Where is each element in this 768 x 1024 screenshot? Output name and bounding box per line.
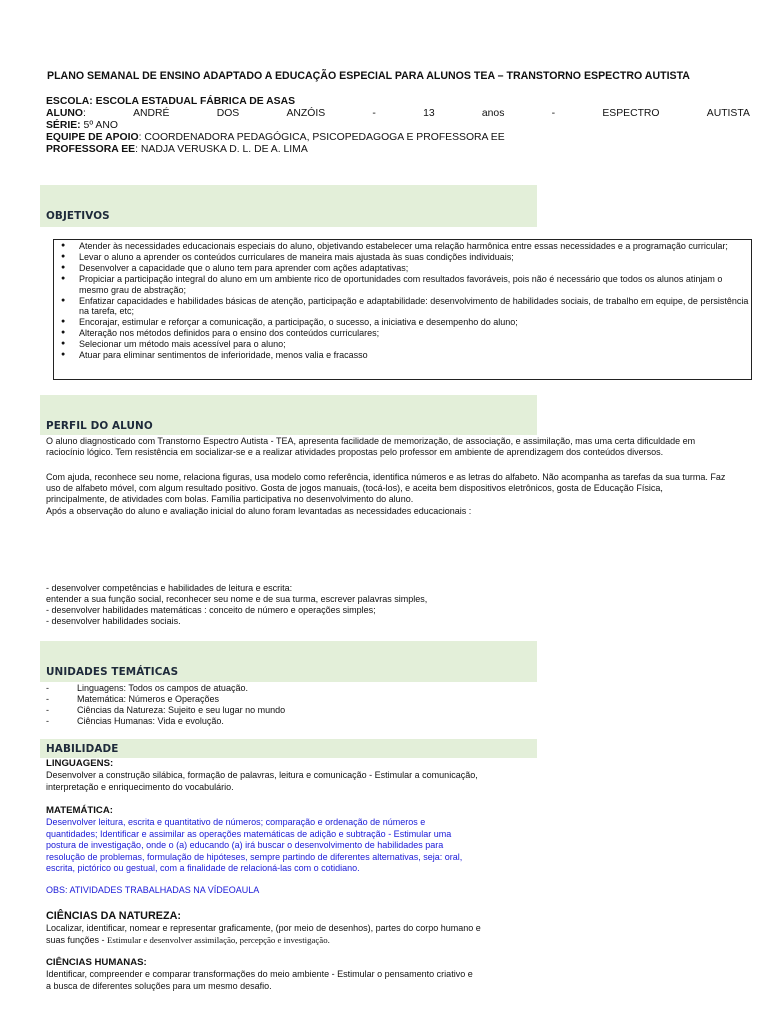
mathematics-line: Desenvolver leitura, escrita e quantitativo de números; comparação e ordenação de números e [46, 817, 426, 827]
thematic-unit-item: - Linguagens: Todos os campos de atuação. [46, 683, 285, 694]
mathematics-line: quantidades; Identificar e assimilar as operações matemáticas de adição e subtração - Estimular uma [46, 828, 452, 839]
student-condition-word: AUTISTA [706, 108, 750, 119]
need-item: entender a sua função social, reconhecer seu nome e de sua turma, escrever palavras simples, [46, 593, 428, 604]
profile-paragraph: O aluno diagnosticado com Transtorno Espectro Autista - TEA, apresenta facilidade de memorização, de associação, e assimilação, mas uma certa dificuldade em raciocínio lógico. Tem resistência em socializar-se e a realizar atividades propostas pelo professor em ambiente de aprendizagem dos conteúdos diversos. [46, 436, 696, 457]
profile-heading: PERFIL DO ALUNO [46, 420, 153, 432]
video-lesson-note: OBS: ATIVIDADES TRABALHADAS NA VÍDEOAULA [46, 885, 260, 895]
student-dash: - [372, 108, 376, 119]
objective-item: ● Propiciar a participação integral do aluno em um ambiente rico de oportunidades com resultados favoráveis, pois não é necessário que todos os alunos atinjam o mesmo grau de abstração; [60, 274, 751, 296]
objectives-section-band [40, 185, 537, 227]
support-team-value: : COORDENADORA PEDAGÓGICA, PSICOPEDAGOGA E PROFESSORA EE [138, 132, 505, 143]
need-item: - desenvolver competências e habilidades de leitura e escrita: [46, 583, 293, 593]
student-line [46, 108, 750, 120]
mathematics-line: escrita, pictórico ou gestual, com a finalidade de relacioná-las com o cotidiano. [46, 863, 360, 874]
school-line [46, 96, 750, 108]
educational-needs-list [46, 583, 726, 627]
natural-sciences-line: Localizar, identificar, nomear e representar graficamente, (por meio de desenhos), partes do corpo humano e [46, 923, 481, 933]
languages-line: interpretação e enriquecimento do vocabulário. [46, 781, 234, 792]
school-label: ESCOLA: [46, 96, 93, 107]
thematic-unit-item: - Ciências Humanas: Vida e evolução. [46, 716, 285, 727]
support-team-line [46, 132, 750, 144]
languages-line: Desenvolver a construção silábica, formação de palavras, leitura e comunicação - Estimular a comunicação, [46, 770, 478, 780]
student-name-group [46, 108, 86, 120]
student-age-unit: anos [481, 108, 505, 119]
mathematics-line: postura de investigação, onde o (a) educando (a) irá buscar o desenvolvimento de habilidades para [46, 840, 444, 851]
teacher-value: : NADJA VERUSKA D. L. DE A. LIMA [135, 144, 308, 155]
student-label: ALUNO [46, 108, 83, 119]
natural-sciences-line-end: Estimular e desenvolver assimilação, percepção e investigação. [107, 934, 330, 945]
objective-item: ● Selecionar um método mais acessível para o aluno; [60, 339, 751, 350]
skills-heading: HABILIDADE [46, 743, 119, 755]
profile-section-band [40, 395, 537, 435]
grade-value: 5º ANO [83, 120, 118, 131]
teacher-label: PROFESSORA EE [46, 144, 136, 155]
languages-text [46, 770, 566, 793]
student-word: DOS [216, 108, 240, 119]
objectives-list-box [53, 239, 752, 380]
objective-item: ● Desenvolver a capacidade que o aluno tem para aprender com ações adaptativas; [60, 263, 751, 274]
thematic-units-heading: UNIDADES TEMÁTICAS [46, 666, 179, 678]
mathematics-line: resolução de problemas, formulação de hipóteses, sempre partindo de diferentes alternativas, seja: oral, [46, 851, 463, 862]
student-condition-word: ESPECTRO [602, 108, 660, 119]
objective-item: ● Alteração nos métodos definidos para o ensino dos conteúdos curriculares; [60, 328, 751, 339]
human-sciences-title: CIÊNCIAS HUMANAS: [46, 957, 147, 968]
profile-paragraph: Após a observação do aluno e avaliação inicial do aluno foram levantadas as necessidades educacionais : [46, 506, 472, 516]
mathematics-text [46, 817, 566, 875]
student-word: ANDRÉ [133, 108, 170, 119]
student-colon: : [82, 108, 86, 119]
natural-sciences-text [46, 923, 566, 946]
profile-paragraph: Com ajuda, reconhece seu nome, relaciona figuras, usa modelo como referência, identifica números e as letras do alfabeto. Não acompanha as tarefas da sua turma. Faz uso de alfabeto móvel, com algum resultado positivo. Gosta de jogos manuais, (tocá-los), e aceita bem dispositivos eletrônicos, gosta de Educação Física, principalmente, de atividades com bolas. Família participativa no desenvolvimento do aluno. [46, 472, 726, 504]
grade-line [46, 120, 750, 132]
human-sciences-line: Identificar, compreender e comparar transformações do meio ambiente - Estimular o pensamento criativo e [46, 969, 473, 979]
languages-title: LINGUAGENS: [46, 758, 114, 769]
objective-item: ● Atuar para eliminar sentimentos de inferioridade, menos valia e fracasso [60, 350, 751, 361]
human-sciences-line: a busca de diferentes soluções para um mesmo desafio. [46, 980, 272, 991]
need-item: - desenvolver habilidades matemáticas : conceito de número e operações simples; [46, 604, 376, 615]
grade-label: SÉRIE: [46, 120, 81, 131]
student-word: ANZÓIS [286, 108, 326, 119]
student-dash: - [551, 108, 556, 119]
natural-sciences-line-start: suas funções - [46, 934, 108, 945]
school-value: ESCOLA ESTADUAL FÁBRICA DE ASAS [95, 96, 296, 107]
objective-item: ● Atender às necessidades educacionais especiais do aluno, objetivando estabelecer uma relação harmônica entre essas necessidades e a programação curricular; [60, 241, 751, 252]
thematic-units-section-band [40, 641, 537, 682]
support-team-label: EQUIPE DE APOIO [46, 132, 139, 143]
objectives-list [60, 241, 751, 361]
document-title: PLANO SEMANAL DE ENSINO ADAPTADO A EDUCAÇÃO ESPECIAL PARA ALUNOS TEA – TRANSTORNO ESPECTRO AUTISTA [47, 70, 690, 82]
objective-item: ● Levar o aluno a aprender os conteúdos curriculares de maneira mais ajustada às suas condições individuais; [60, 252, 751, 263]
student-age: 13 [423, 108, 435, 119]
natural-sciences-line [46, 935, 566, 947]
objective-item: ● Enfatizar capacidades e habilidades básicas de atenção, participação e adaptabilidade: desenvolvimento de habilidades sociais, de trabalho em equipe, de persistência na tarefa, etc; [60, 296, 751, 318]
skills-section-band [40, 739, 537, 758]
human-sciences-text [46, 969, 566, 992]
thematic-units-list [46, 683, 285, 727]
need-item: - desenvolver habilidades sociais. [46, 615, 181, 626]
teacher-line [46, 144, 750, 156]
thematic-unit-item: - Matemática: Números e Operações [46, 694, 285, 705]
objectives-heading: OBJETIVOS [46, 210, 110, 222]
mathematics-title: MATEMÁTICA: [46, 805, 113, 816]
thematic-unit-item: - Ciências da Natureza: Sujeito e seu lugar no mundo [46, 705, 285, 716]
objective-item: ● Encorajar, estimular e reforçar a comunicação, a participação, o sucesso, a iniciativa e desempenho do aluno; [60, 317, 751, 328]
natural-sciences-title: CIÊNCIAS DA NATUREZA: [46, 910, 181, 922]
